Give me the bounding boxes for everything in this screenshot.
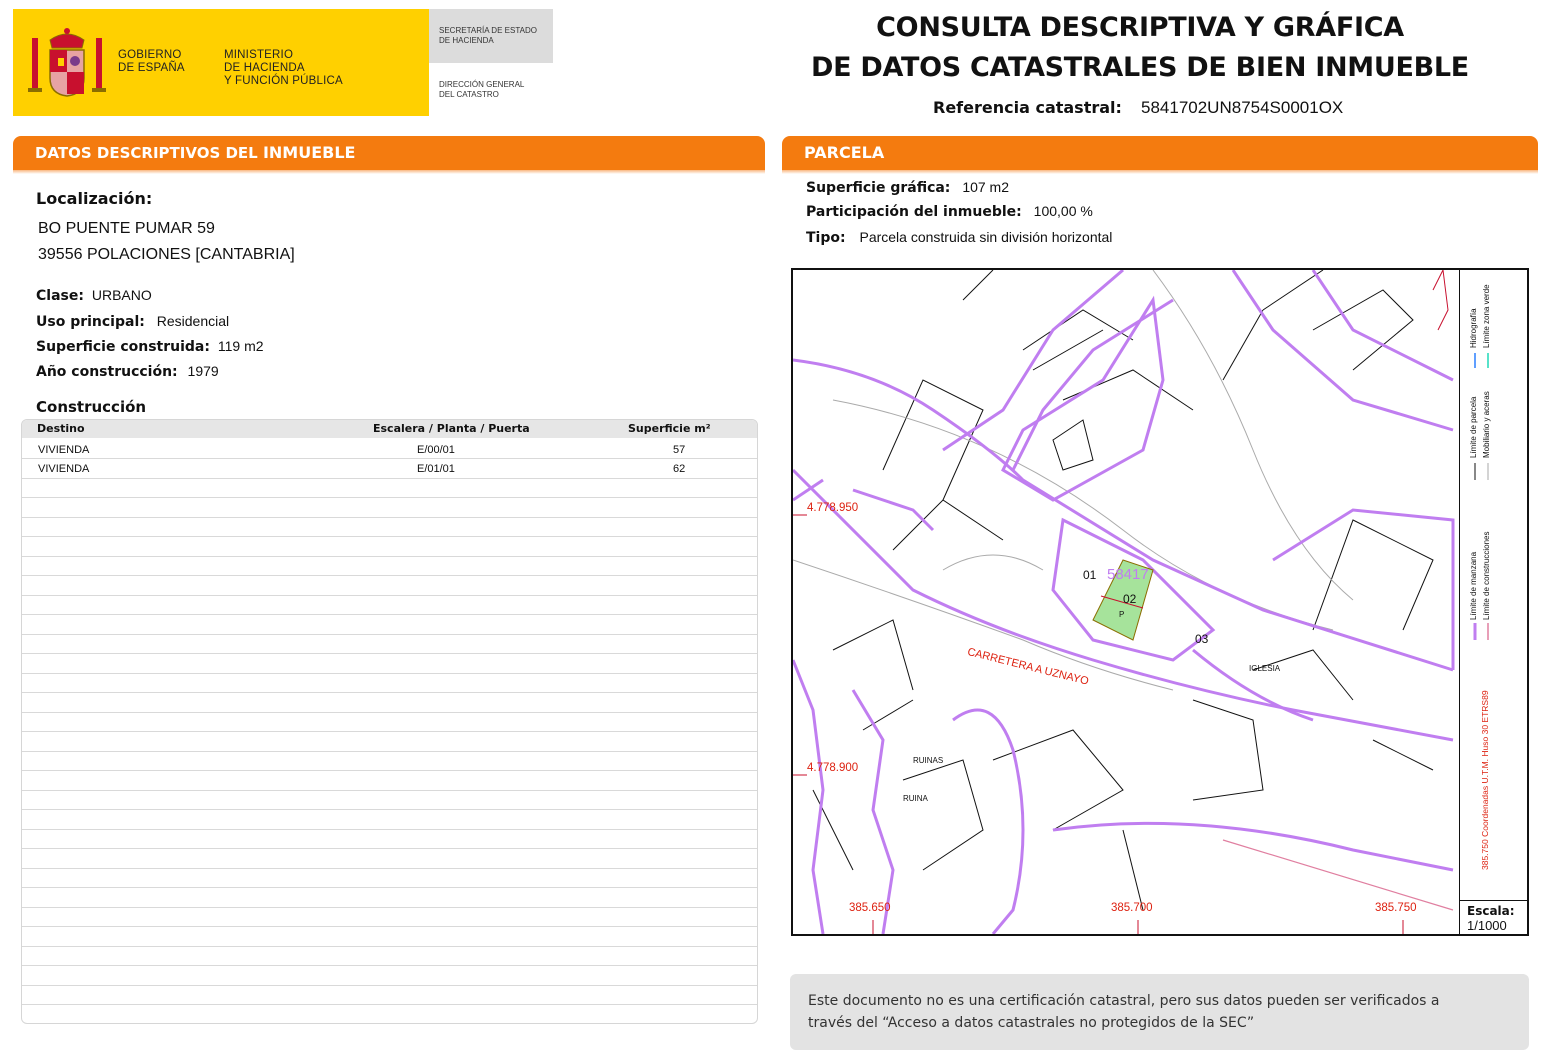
address-line-2: 39556 POLACIONES [CANTABRIA] — [38, 246, 295, 263]
legend-hydrography: Hidrografía — [1469, 308, 1478, 348]
table-rule-line — [22, 614, 757, 615]
notice-line-1: Este documento no es una certificación catastral, pero sus datos pueden ser verificados a — [808, 993, 1440, 1009]
secretaria-line-2: DE HACIENDA — [439, 36, 494, 45]
row1-destino: VIVIENDA — [38, 444, 90, 456]
section-header-descriptive — [13, 136, 765, 170]
subparcel-01: 01 — [1083, 568, 1097, 582]
cadastral-reference-label: Referencia catastral: — [933, 98, 1122, 117]
ruinas-label: RUINAS — [913, 756, 944, 765]
table-rule-line — [22, 790, 757, 791]
construction-table — [21, 419, 758, 1024]
subparcel-03: 03 — [1195, 632, 1209, 646]
table-rule-line — [22, 1024, 757, 1025]
use-label: Uso principal: — [36, 314, 145, 330]
table-rule-line — [22, 556, 757, 557]
built-area-label: Superficie construida: — [36, 339, 210, 355]
table-rule-line — [22, 458, 757, 459]
table-rule-line — [22, 712, 757, 713]
scale-value: 1/1000 — [1467, 918, 1507, 933]
participation-value: 100,00 % — [1033, 203, 1093, 219]
legend-parcel-limit: Límite de parcela — [1469, 396, 1478, 458]
pink-limit-lines — [1223, 840, 1453, 910]
table-header — [22, 420, 757, 438]
header-destino: Destino — [37, 422, 85, 435]
table-rule-line — [22, 985, 757, 986]
class-value: URBANO — [91, 287, 152, 303]
legend-sidewalks: Mobiliario y aceras — [1482, 391, 1491, 458]
type-value: Parcela construida sin división horizontal — [859, 229, 1113, 245]
participation-row — [806, 203, 1093, 220]
table-rule-line — [22, 770, 757, 771]
road-label: CARRETERA A UZNAYO — [966, 646, 1090, 688]
table-rule-line — [22, 965, 757, 966]
table-rule-line — [22, 595, 757, 596]
row2-escalera: E/01/01 — [417, 463, 455, 475]
built-area-row — [36, 338, 264, 355]
doc-title-line-1: CONSULTA DESCRIPTIVA Y GRÁFICA — [876, 12, 1404, 43]
table-rule-line — [22, 575, 757, 576]
coord-x-1: 385.650 — [849, 902, 891, 914]
year-row — [36, 363, 219, 380]
participation-label: Participación del inmueble: — [806, 204, 1022, 220]
secretaria-line-1: SECRETARÍA DE ESTADO — [439, 26, 537, 35]
table-rule-line — [22, 692, 757, 693]
section-title-descriptive-a: DATOS DESCRIPTIVOS DEL — [35, 144, 263, 162]
coord-x-3: 385.750 — [1375, 902, 1417, 914]
ministry-line-2: DE HACIENDA — [224, 62, 305, 74]
iglesia-label: IGLESIA — [1249, 664, 1281, 673]
plot-number: 58417 — [1107, 566, 1149, 583]
address-line-1: BO PUENTE PUMAR 59 — [38, 220, 215, 237]
use-row — [36, 313, 229, 330]
graphic-area-label: Superficie gráfica: — [806, 180, 951, 196]
coord-x-2: 385.700 — [1111, 902, 1153, 914]
cadastral-reference — [933, 98, 1344, 118]
row2-destino: VIVIENDA — [38, 463, 90, 475]
table-rule-line — [22, 731, 757, 732]
table-rule-line — [22, 478, 757, 479]
section-header-parcela — [782, 136, 1538, 170]
sidewalk-lines — [793, 270, 1353, 690]
row2-superficie: 62 — [673, 463, 686, 475]
header-superficie: Superficie m² — [628, 422, 711, 435]
section-title-descriptive-b: INMUEBLE — [262, 143, 356, 162]
location-label: Localización: — [36, 189, 153, 208]
legend-building-limit: Límite de construcciones — [1482, 531, 1491, 620]
table-rule-line — [22, 673, 757, 674]
notice-line-2: través del “Acceso a datos catastrales no protegidos de la SEC” — [808, 1015, 1255, 1031]
scale-label: Escala: — [1467, 904, 1515, 918]
table-rule-line — [22, 946, 757, 947]
section-title-parcela: PARCELA — [804, 143, 885, 162]
coat-of-arms-icon — [28, 22, 106, 100]
ruina-label: RUINA — [903, 794, 928, 803]
subparcel-02: 02 — [1123, 592, 1137, 606]
legend-block-limit: Límite de manzana — [1469, 551, 1478, 620]
cadastral-map[interactable] — [791, 268, 1529, 936]
verification-notice — [790, 974, 1529, 1050]
graphic-area-row — [806, 179, 1009, 196]
legend-coordinates: 385.750 Coordenadas U.T.M. Huso 30 ETRS89 — [1480, 690, 1490, 870]
table-rule-line — [22, 653, 757, 654]
header-escalera: Escalera / Planta / Puerta — [373, 422, 530, 435]
gov-line-2: DE ESPAÑA — [118, 62, 185, 74]
table-rule-line — [22, 634, 757, 635]
ministry-line-3: Y FUNCIÓN PÚBLICA — [224, 75, 343, 87]
table-rule-line — [22, 517, 757, 518]
cadastral-reference-value: 5841702UN8754S0001OX — [1141, 98, 1344, 117]
table-rule-line — [22, 1004, 757, 1005]
table-rule-line — [22, 497, 757, 498]
table-rule-line — [22, 809, 757, 810]
doc-title-line-2: DE DATOS CATASTRALES DE BIEN INMUEBLE — [811, 52, 1469, 83]
parcel-p-label: P — [1119, 610, 1125, 619]
gov-line-1: GOBIERNO — [118, 49, 182, 61]
built-area-value: 119 m2 — [217, 338, 264, 354]
map-legend — [1459, 268, 1529, 936]
coord-y-1: 4.778.950 — [807, 502, 859, 514]
class-label: Clase: — [36, 288, 84, 304]
table-rule-line — [22, 751, 757, 752]
row1-superficie: 57 — [673, 444, 686, 456]
type-label: Tipo: — [806, 230, 846, 246]
legend-green-zone: Límite zona verde — [1482, 284, 1491, 348]
construction-label: Construcción — [36, 398, 147, 416]
ministry-line-1: MINISTERIO — [224, 49, 294, 61]
table-rule-line — [22, 829, 757, 830]
direccion-line-2: DEL CATASTRO — [439, 90, 499, 99]
year-label: Año construcción: — [36, 364, 178, 380]
class-row — [36, 287, 152, 304]
table-rule-line — [22, 848, 757, 849]
table-rule-line — [22, 887, 757, 888]
year-value: 1979 — [187, 363, 219, 379]
type-row — [806, 229, 1112, 246]
table-rule-line — [22, 868, 757, 869]
map-scale — [1459, 900, 1529, 936]
graphic-area-value: 107 m2 — [962, 179, 1010, 195]
direccion-line-1: DIRECCIÓN GENERAL — [439, 80, 525, 89]
row1-escalera: E/00/01 — [417, 444, 455, 456]
coord-y-2: 4.778.900 — [807, 762, 859, 774]
table-rule-line — [22, 926, 757, 927]
table-rule-line — [22, 536, 757, 537]
use-value: Residencial — [156, 313, 230, 329]
table-rule-line — [22, 907, 757, 908]
